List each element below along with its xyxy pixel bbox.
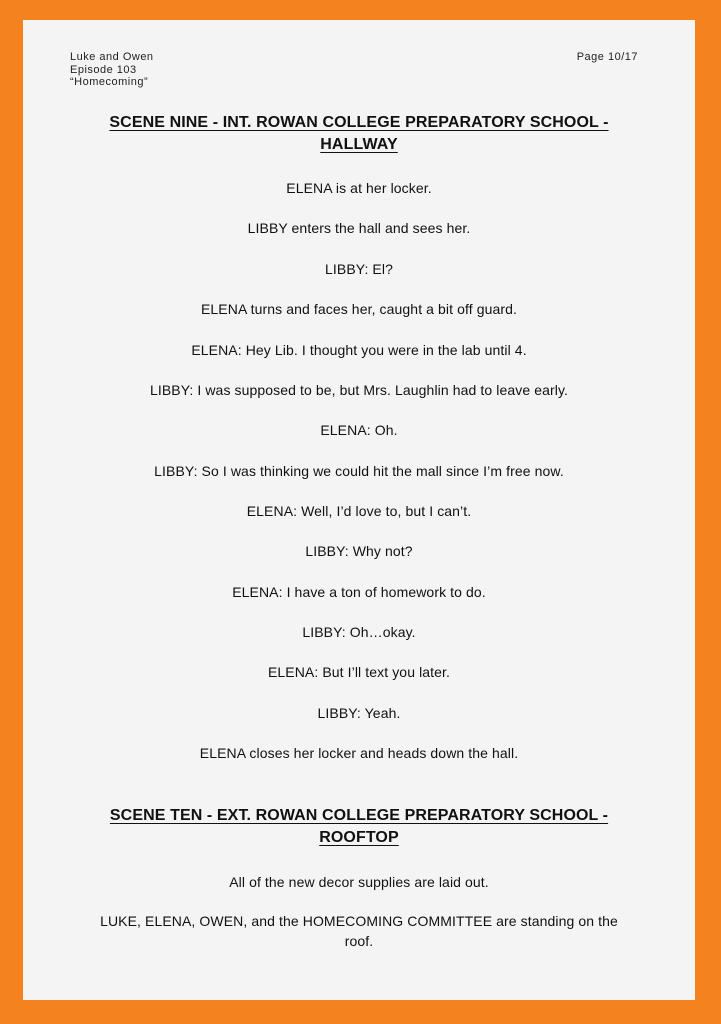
scene-nine-line: LIBBY: Why not? [305,543,413,559]
scene-nine-line: LIBBY: I was supposed to be, but Mrs. Laughlin had to leave early. [149,382,569,398]
scene-ten-line: All of the new decor supplies are laid out. [229,874,489,890]
scene-nine-line: LIBBY: Oh…okay. [302,624,416,640]
scene-nine-line: ELENA closes her locker and heads down the hall. [199,745,519,761]
scene-nine-line: LIBBY enters the hall and sees her. [247,220,471,236]
scene-nine-line: ELENA: Well, I’d love to, but I can’t. [246,503,472,519]
script-page [23,20,695,1000]
episode-number: Episode 103 [70,63,137,76]
scene-nine-line: LIBBY: El? [325,261,393,277]
scene-nine-line: ELENA is at her locker. [286,180,432,196]
show-info [70,51,154,89]
page-number: Page 10/17 [576,51,638,63]
scene-nine-line: ELENA turns and faces her, caught a bit off guard. [200,301,518,317]
scene-nine-heading: SCENE NINE - INT. ROWAN COLLEGE PREPARATORY SCHOOL - HALLWAY [109,114,609,153]
scene-nine-line: ELENA: But I’ll text you later. [267,664,451,680]
scene-nine-line: LIBBY: Yeah. [317,705,401,721]
scene-nine-line: ELENA: Hey Lib. I thought you were in the lab until 4. [191,342,527,358]
scene-nine-line: ELENA: Oh. [320,422,398,438]
scene-nine-line: ELENA: I have a ton of homework to do. [232,584,486,600]
episode-title: “Homecoming” [70,76,149,88]
scene-nine-line: LIBBY: So I was thinking we could hit the mall since I’m free now. [154,463,564,479]
scene-ten-heading: SCENE TEN - EXT. ROWAN COLLEGE PREPARATORY SCHOOL - ROOFTOP [109,807,609,846]
scene-ten-line: LUKE, ELENA, OWEN, and the HOMECOMING COMMITTEE are standing on the roof. [100,913,618,949]
show-title: Luke and Owen [70,51,154,63]
